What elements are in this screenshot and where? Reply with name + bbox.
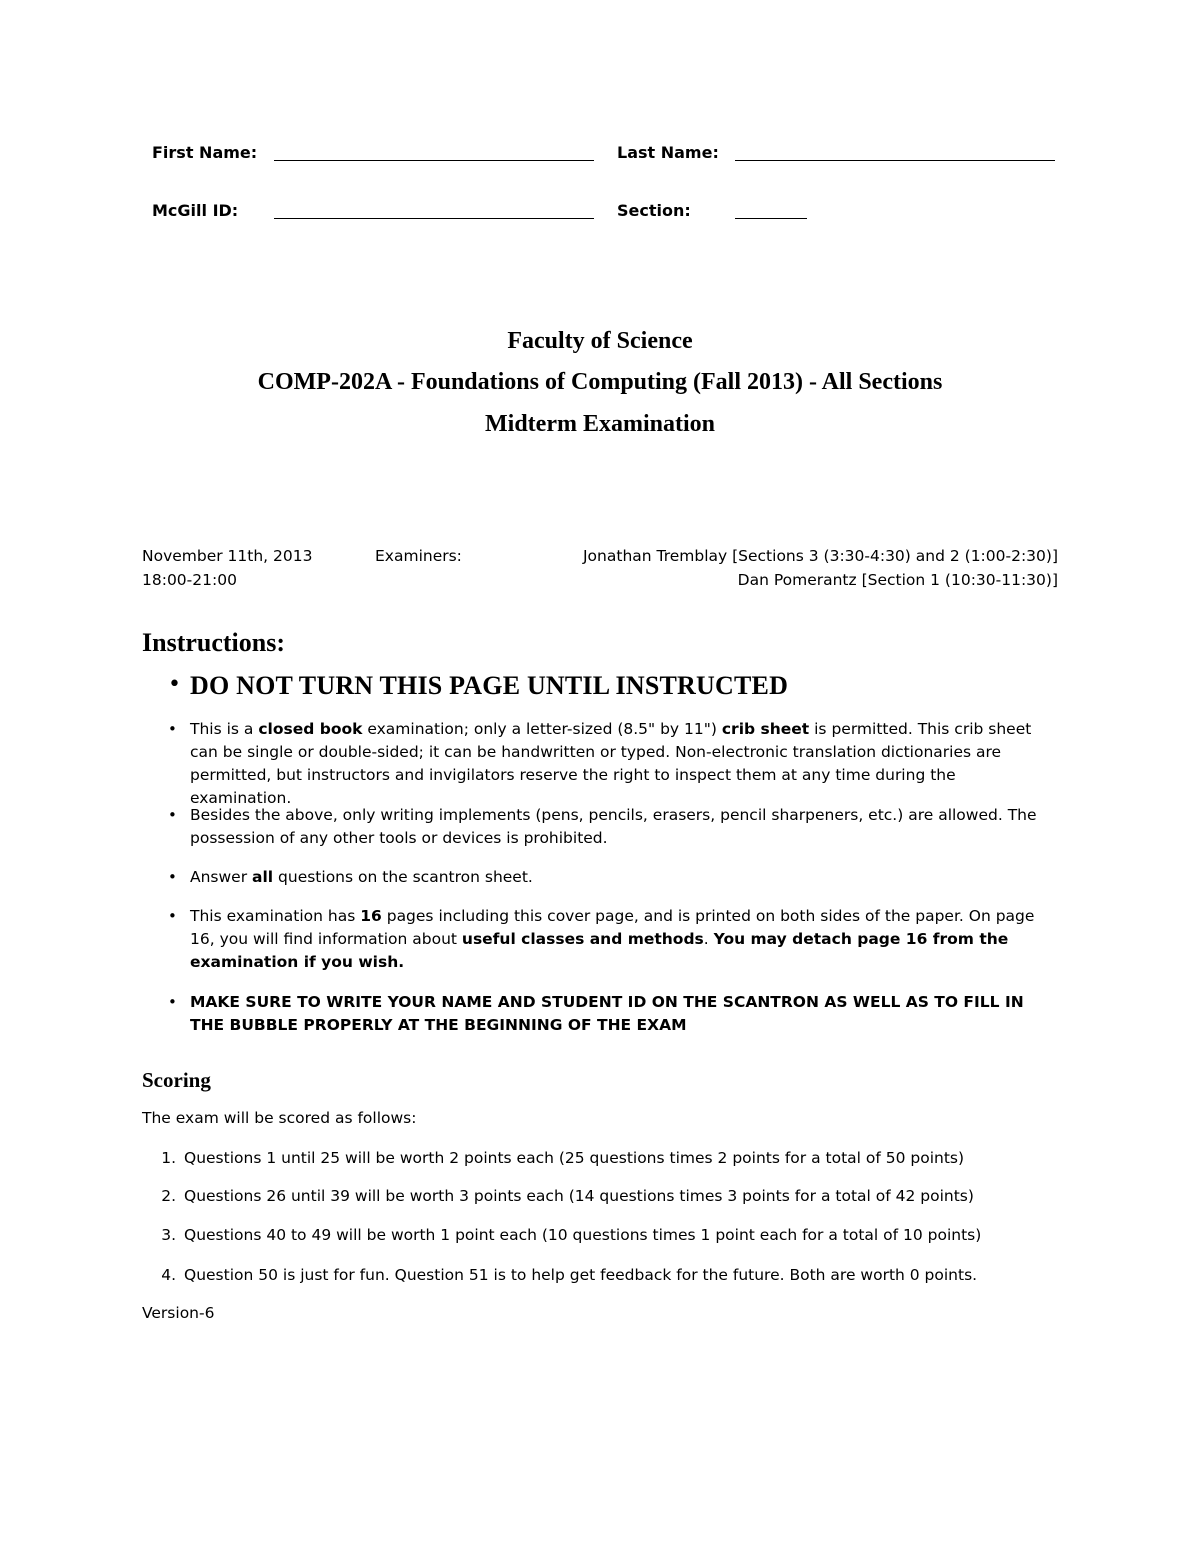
section-label: Section: [617,201,691,220]
instruction-text: Besides the above, only writing implements (pens, pencils, erasers, pencil sharpeners, etc.) are allowed. The possession of any other tools or devices is prohibited. [190,806,1037,847]
examiners-label: Examiners: [375,547,462,565]
exam-time: 18:00-21:00 [142,571,237,589]
mcgill-id-field[interactable] [274,218,594,219]
last-name-field[interactable] [735,160,1055,161]
examiner-2: Dan Pomerantz [Section 1 (10:30-11:30)] [737,571,1058,589]
scoring-heading: Scoring [142,1068,211,1092]
course-title: COMP-202A - Foundations of Computing (Fall 2013) - All Sections [257,369,943,395]
exam-title: Midterm Examination [485,411,715,437]
scoring-item-number: 2. [161,1187,176,1205]
exam-date: November 11th, 2013 [142,547,313,565]
instruction-text: This is a closed book examination; only a letter-sized (8.5" by 11") crib sheet is permitted. This crib sheet can be single or double-sided; it can be handwritten or typed. Non-electronic translation dictionaries are permitted, but instructors and invigilators reserve the right to inspect them at any time during the examination. [190,720,1032,807]
scoring-item [150,1264,1050,1286]
instruction-text: This examination has 16 pages including this cover page, and is printed on both sides of the paper. On page 16, you will find information about useful classes and methods. You may detach page 16 from the examination if you wish. [190,907,1035,971]
scoring-item-number: 3. [161,1226,176,1244]
bullet-icon: • [168,868,177,886]
first-name-field[interactable] [274,160,594,161]
instruction-text: DO NOT TURN THIS PAGE UNTIL INSTRUCTED [190,671,789,700]
examiner-1: Jonathan Tremblay [Sections 3 (3:30-4:30) and 2 (1:00-2:30)] [582,547,1058,565]
bullet-icon: • [168,806,177,824]
scoring-item-number: 4. [161,1266,176,1284]
last-name-label: Last Name: [617,143,719,162]
scoring-item-text: Questions 40 to 49 will be worth 1 point each (10 questions times 1 point each for a total of 10 points) [184,1226,982,1244]
section-field[interactable] [735,218,807,219]
bullet-icon: • [168,993,177,1011]
version-label: Version-6 [142,1304,215,1322]
scoring-item [150,1185,1050,1207]
instruction-text: MAKE SURE TO WRITE YOUR NAME AND STUDENT ID ON THE SCANTRON AS WELL AS TO FILL IN THE BUBBLE PROPERLY AT THE BEGINNING OF THE EXAM [190,993,1024,1034]
bullet-icon: • [168,907,177,925]
bullet-icon: • [168,720,177,738]
scoring-item-number: 1. [161,1149,176,1167]
scoring-item-text: Questions 1 until 25 will be worth 2 points each (25 questions times 2 points for a total of 50 points) [184,1149,965,1167]
mcgill-id-label: McGill ID: [152,201,239,220]
scoring-item [150,1224,1050,1246]
instruction-text: Answer all questions on the scantron sheet. [190,868,533,886]
first-name-label: First Name: [152,143,258,162]
faculty-title: Faculty of Science [507,328,693,354]
scoring-item-text: Questions 26 until 39 will be worth 3 points each (14 questions times 3 points for a total of 42 points) [184,1187,974,1205]
scoring-item [150,1147,1050,1169]
instructions-heading: Instructions: [142,628,286,657]
scoring-item-text: Question 50 is just for fun. Question 51 is to help get feedback for the future. Both are worth 0 points. [184,1266,978,1284]
scoring-intro: The exam will be scored as follows: [142,1109,417,1127]
bullet-icon: • [168,672,181,697]
